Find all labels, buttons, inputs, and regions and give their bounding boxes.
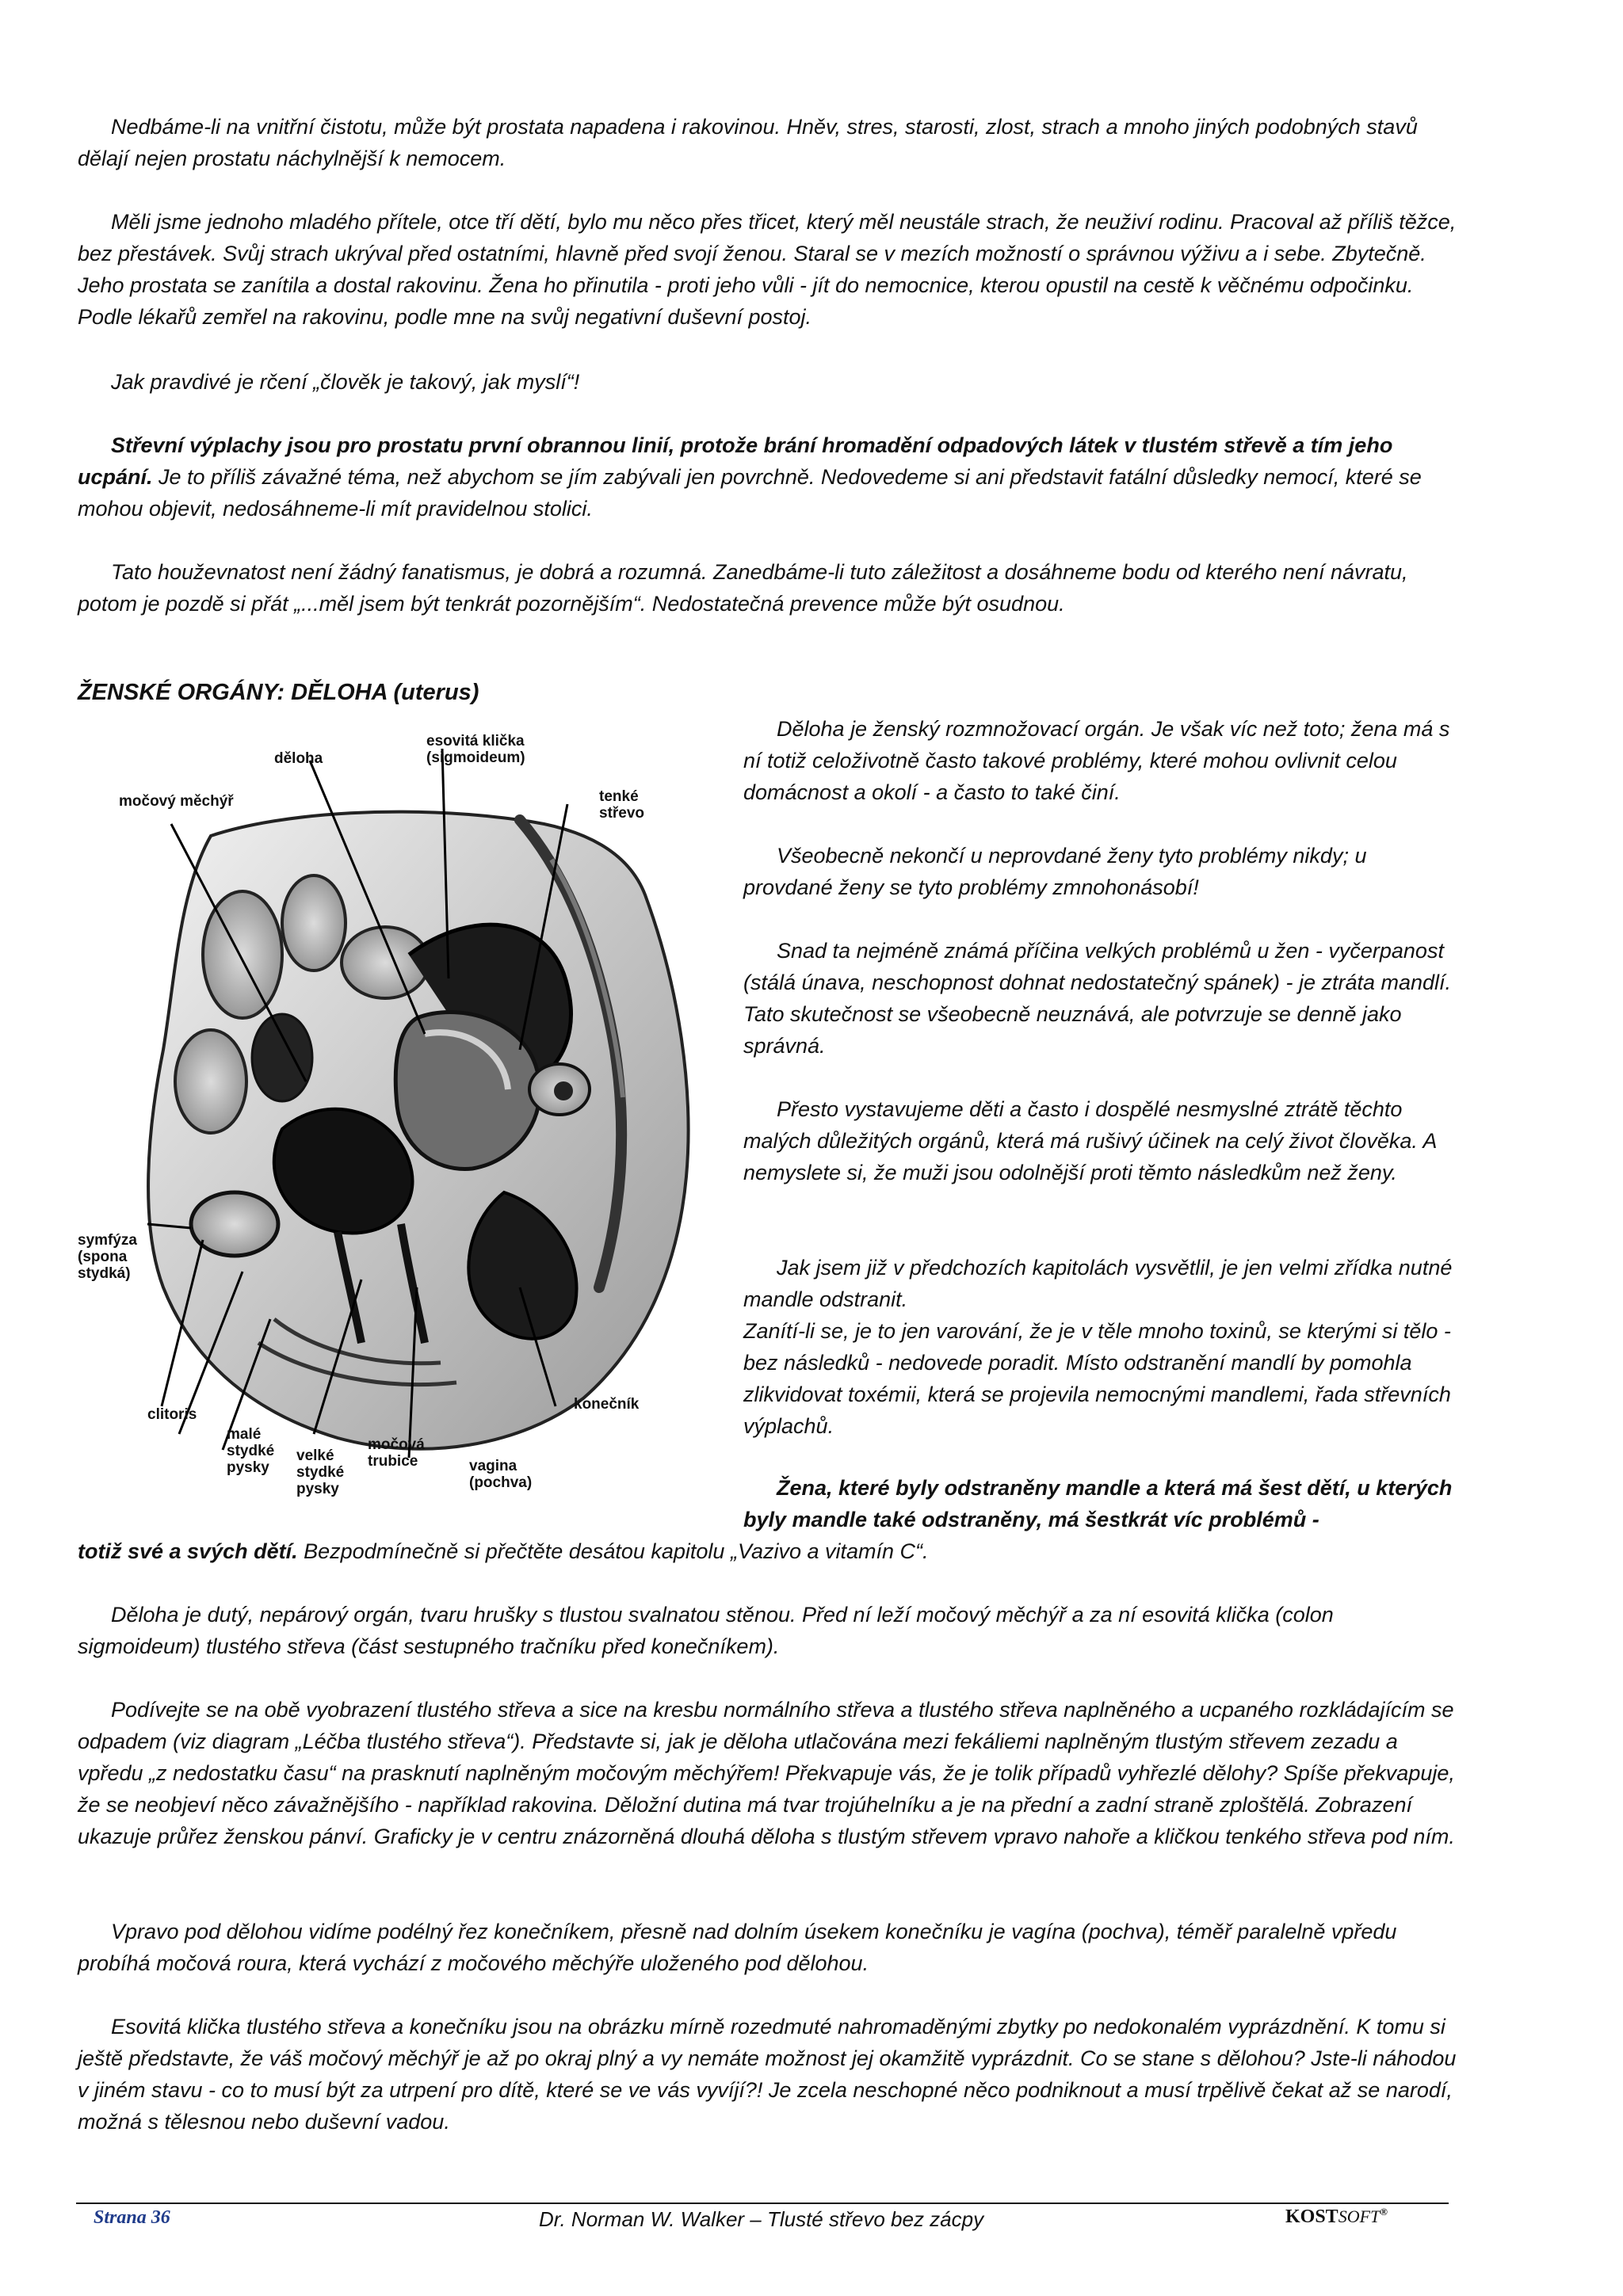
paragraph-tonsils-loss (743, 935, 1457, 1062)
paragraph-text: Snad ta nejméně známá příčina velkých problémů u žen - vyčerpanost (stálá únava, neschopnost dohnat nedostatečný spánek) - je ztráta mandlí. Tato skutečnost se všeobecně neuznává, ale potvrzuje se denně jako správná. (743, 939, 1452, 1058)
paragraph-uterus-description (78, 1599, 1457, 1662)
label-sigmoid-colon: esovitá klička (sigmoideum) (426, 733, 525, 766)
paragraph-text: Jak jsem již v předchozích kapitolách vysvětlil, je jen velmi zřídka nutné mandle odstranit. (743, 1256, 1453, 1311)
label-rectum: konečník (574, 1396, 640, 1413)
paragraph-bold-text: totiž své a svých dětí. (78, 1539, 298, 1563)
paragraph-six-children-end (78, 1535, 1457, 1567)
label-urinary-bladder: močový měchýř (119, 793, 234, 810)
paragraph-young-friend (78, 206, 1457, 333)
paragraph-text: Zanítí-li se, je to jen varování, že je v těle mnoho toxinů, se kterými si tělo - bez následků - nedovede poradit. Místo odstranění mandlí by pomohla zlikvidovat toxémii, která se projevila nemocnými mandlemi, řada střevních výplachů. (743, 1319, 1451, 1438)
paragraph-text: Jak pravdivé je rčení „člověk je takový, jak myslí“! (111, 370, 580, 394)
anatomy-figure-uterus (76, 717, 710, 1509)
paragraph-text: Nedbáme-li na vnitřní čistotu, může být prostata napadena i rakovinou. Hněv, stres, starosti, zlost, strach a mnoho jiných podobných stavů dělají nejen prostatu náchylnější k nemocem. (78, 115, 1418, 170)
label-labia-minora: malé stydké pysky (227, 1426, 275, 1476)
paragraph-colon-irrigation (78, 429, 1457, 524)
footer-divider (76, 2203, 1449, 2204)
paragraph-saying (78, 366, 1457, 398)
label-pubic-symphysis: symfýza (spona stydká) (78, 1232, 137, 1282)
paragraph-text: Je to příliš závažné téma, než abychom se jím zabývali jen povrchně. Nedovedeme si ani představit fatální důsledky nemocí, které se mohou objevit, nedosáhneme-li mít pravidelnou stolici. (78, 465, 1422, 521)
paragraph-text: Měli jsme jednoho mladého přítele, otce tří dětí, bylo mu něco přes třicet, který měl neustále strach, že neuživí rodinu. Pracoval až příliš těžce, bez přestávek. Svůj strach ukrýval před ostatními, hlavně před svojí ženou. Staral se v mezích možností o správnou výživu a i sebe. Zbytečně. Jeho prostata se zanítila a dostal rakovinu. Žena ho přinutila - proti jeho vůli - jít do nemocnice, kterou opustil na cestě k věčnému odpočinku. Podle lékařů zemřel na rakovinu, podle mne na svůj negativní duševní postoj. (78, 210, 1457, 329)
paragraph-tonsils-removal (743, 1252, 1457, 1442)
paragraph-bold-text: Žena, které byly odstraněny mandle a která má šest dětí, u kterých byly mandle také odstraněny, má šestkrát víc problémů - (743, 1476, 1453, 1531)
paragraph-prostate-cleanliness (78, 111, 1457, 174)
paragraph-text: Esovitá klička tlustého střeva a konečníku jsou na obrázku mírně rozedmuté nahromaděnými zbytky po nedokonalém vyprázdnění. K tomu si ještě představte, že váš močový měchýř je až po okraj plný a vy nemáte možnost jej okamžitě vyprázdnit. Co se stane s dělohou? Jste-li náhodou v jiném stavu - co to musí být za utrpení pro dítě, které se ve vás vyvíjí?! Je zcela neschopné něco podniknout a musí trpělivě čekat až se narodí, možná s tělesnou nebo duševní vadou. (78, 2015, 1457, 2134)
paragraph-bold-text: Střevní výplachy jsou pro prostatu první obrannou linií, protože brání hromadění odpadových látek v tlustém střevě a tím jeho ucpání. (78, 433, 1393, 489)
pelvis-cross-section-illustration (76, 717, 710, 1509)
paragraph-text: Vpravo pod dělohou vidíme podélný řez konečníkem, přesně nad dolním úsekem konečníku je vagína (pochva), téměř paralelně vpředu probíhá močová roura, která vychází z močového měchýře uloženého pod dělohou. (78, 1920, 1397, 1975)
logo-soft-text: SOFT (1338, 2206, 1381, 2226)
label-vagina: vagina (pochva) (469, 1458, 533, 1491)
paragraph-sigmoid-bloated (78, 2011, 1457, 2138)
paragraph-text: Děloha je ženský rozmnožovací orgán. Je však víc než toto; žena má s ní totiž celoživotně často takové problémy, které mohou ovlivnit celou domácnost a okolí - a často to také činí. (743, 717, 1450, 804)
paragraph-uterus-intro (743, 713, 1457, 808)
label-urethra: močová trubice (368, 1436, 425, 1470)
paragraph-tonsils-importance (743, 1093, 1457, 1188)
logo-registered-mark: ® (1380, 2206, 1388, 2218)
paragraph-colon-images (78, 1694, 1457, 1852)
paragraph-perseverance (78, 556, 1457, 620)
label-labia-majora: velké stydké pysky (296, 1447, 345, 1497)
paragraph-text: Všeobecně nekončí u neprovdané ženy tyto problémy nikdy; u provdané ženy se tyto problémy zmnohonásobí! (743, 844, 1367, 899)
paragraph-text: Podívejte se na obě vyobrazení tlustého střeva a sice na kresbu normálního střeva a tlustého střeva naplněného a ucpaného rozkládajícím se odpadem (viz diagram „Léčba tlustého střeva“). Představte si, jak je děloha utlačována mezi fekáliemi naplněným tlustým střevem zezadu a vpředu „z nedostatku času“ na prasknutí naplněným močovým měchýřem! Překvapuje vás, že je tolik případů vyhřezlé dělohy? Spíše překvapuje, že se neobjeví něco závažnějšího - například rakovina. Děložní dutina má tvar trojúhelníku a je na přední a zadní straně zploštělá. Zobrazení ukazuje průřez ženskou pánví. Graficky je v centru znázorněná dlouhá děloha s tlustým střevem vpravo nahoře a kličkou tenkého střeva pod ním. (78, 1698, 1455, 1848)
label-uterus: děloha (274, 750, 323, 767)
section-heading: ŽENSKÉ ORGÁNY: DĚLOHA (uterus) (78, 680, 479, 705)
paragraph-text: Bezpodmínečně si přečtěte desátou kapitolu „Vazivo a vitamín C“. (297, 1539, 929, 1563)
paragraph-unmarried-women (743, 840, 1457, 903)
footer-publisher-logo (1285, 2206, 1388, 2228)
paragraph-text: Děloha je dutý, nepárový orgán, tvaru hrušky s tlustou svalnatou stěnou. Před ní leží močový měchýř a za ní esovitá klička (colon sigmoideum) tlustého střeva (část sestupného tračníku před konečníkem). (78, 1603, 1334, 1658)
footer-page-number: Strana 36 (94, 2207, 170, 2228)
label-small-intestine: tenké střevo (599, 788, 645, 822)
paragraph-rectum-section (78, 1916, 1457, 1979)
footer-book-title: Dr. Norman W. Walker – Tlusté střevo bez zácpy (539, 2207, 984, 2231)
paragraph-six-children-bold (743, 1472, 1457, 1535)
paragraph-text: Přesto vystavujeme děti a často i dospělé nesmyslné ztrátě těchto malých důležitých orgánů, která má rušivý účinek na celý život člověka. A nemyslete si, že muži jsou odolnější proti těmto následkům než ženy. (743, 1097, 1437, 1184)
label-clitoris: clitoris (147, 1406, 197, 1423)
paragraph-text: Tato houževnatost není žádný fanatismus, je dobrá a rozumná. Zanedbáme-li tuto záležitost a dosáhneme bodu od kterého není návratu, potom je pozdě si přát „...měl jsem být tenkrát pozornějším“. Nedostatečná prevence může být osudnou. (78, 560, 1408, 616)
logo-kost-text: KOST (1285, 2206, 1338, 2227)
